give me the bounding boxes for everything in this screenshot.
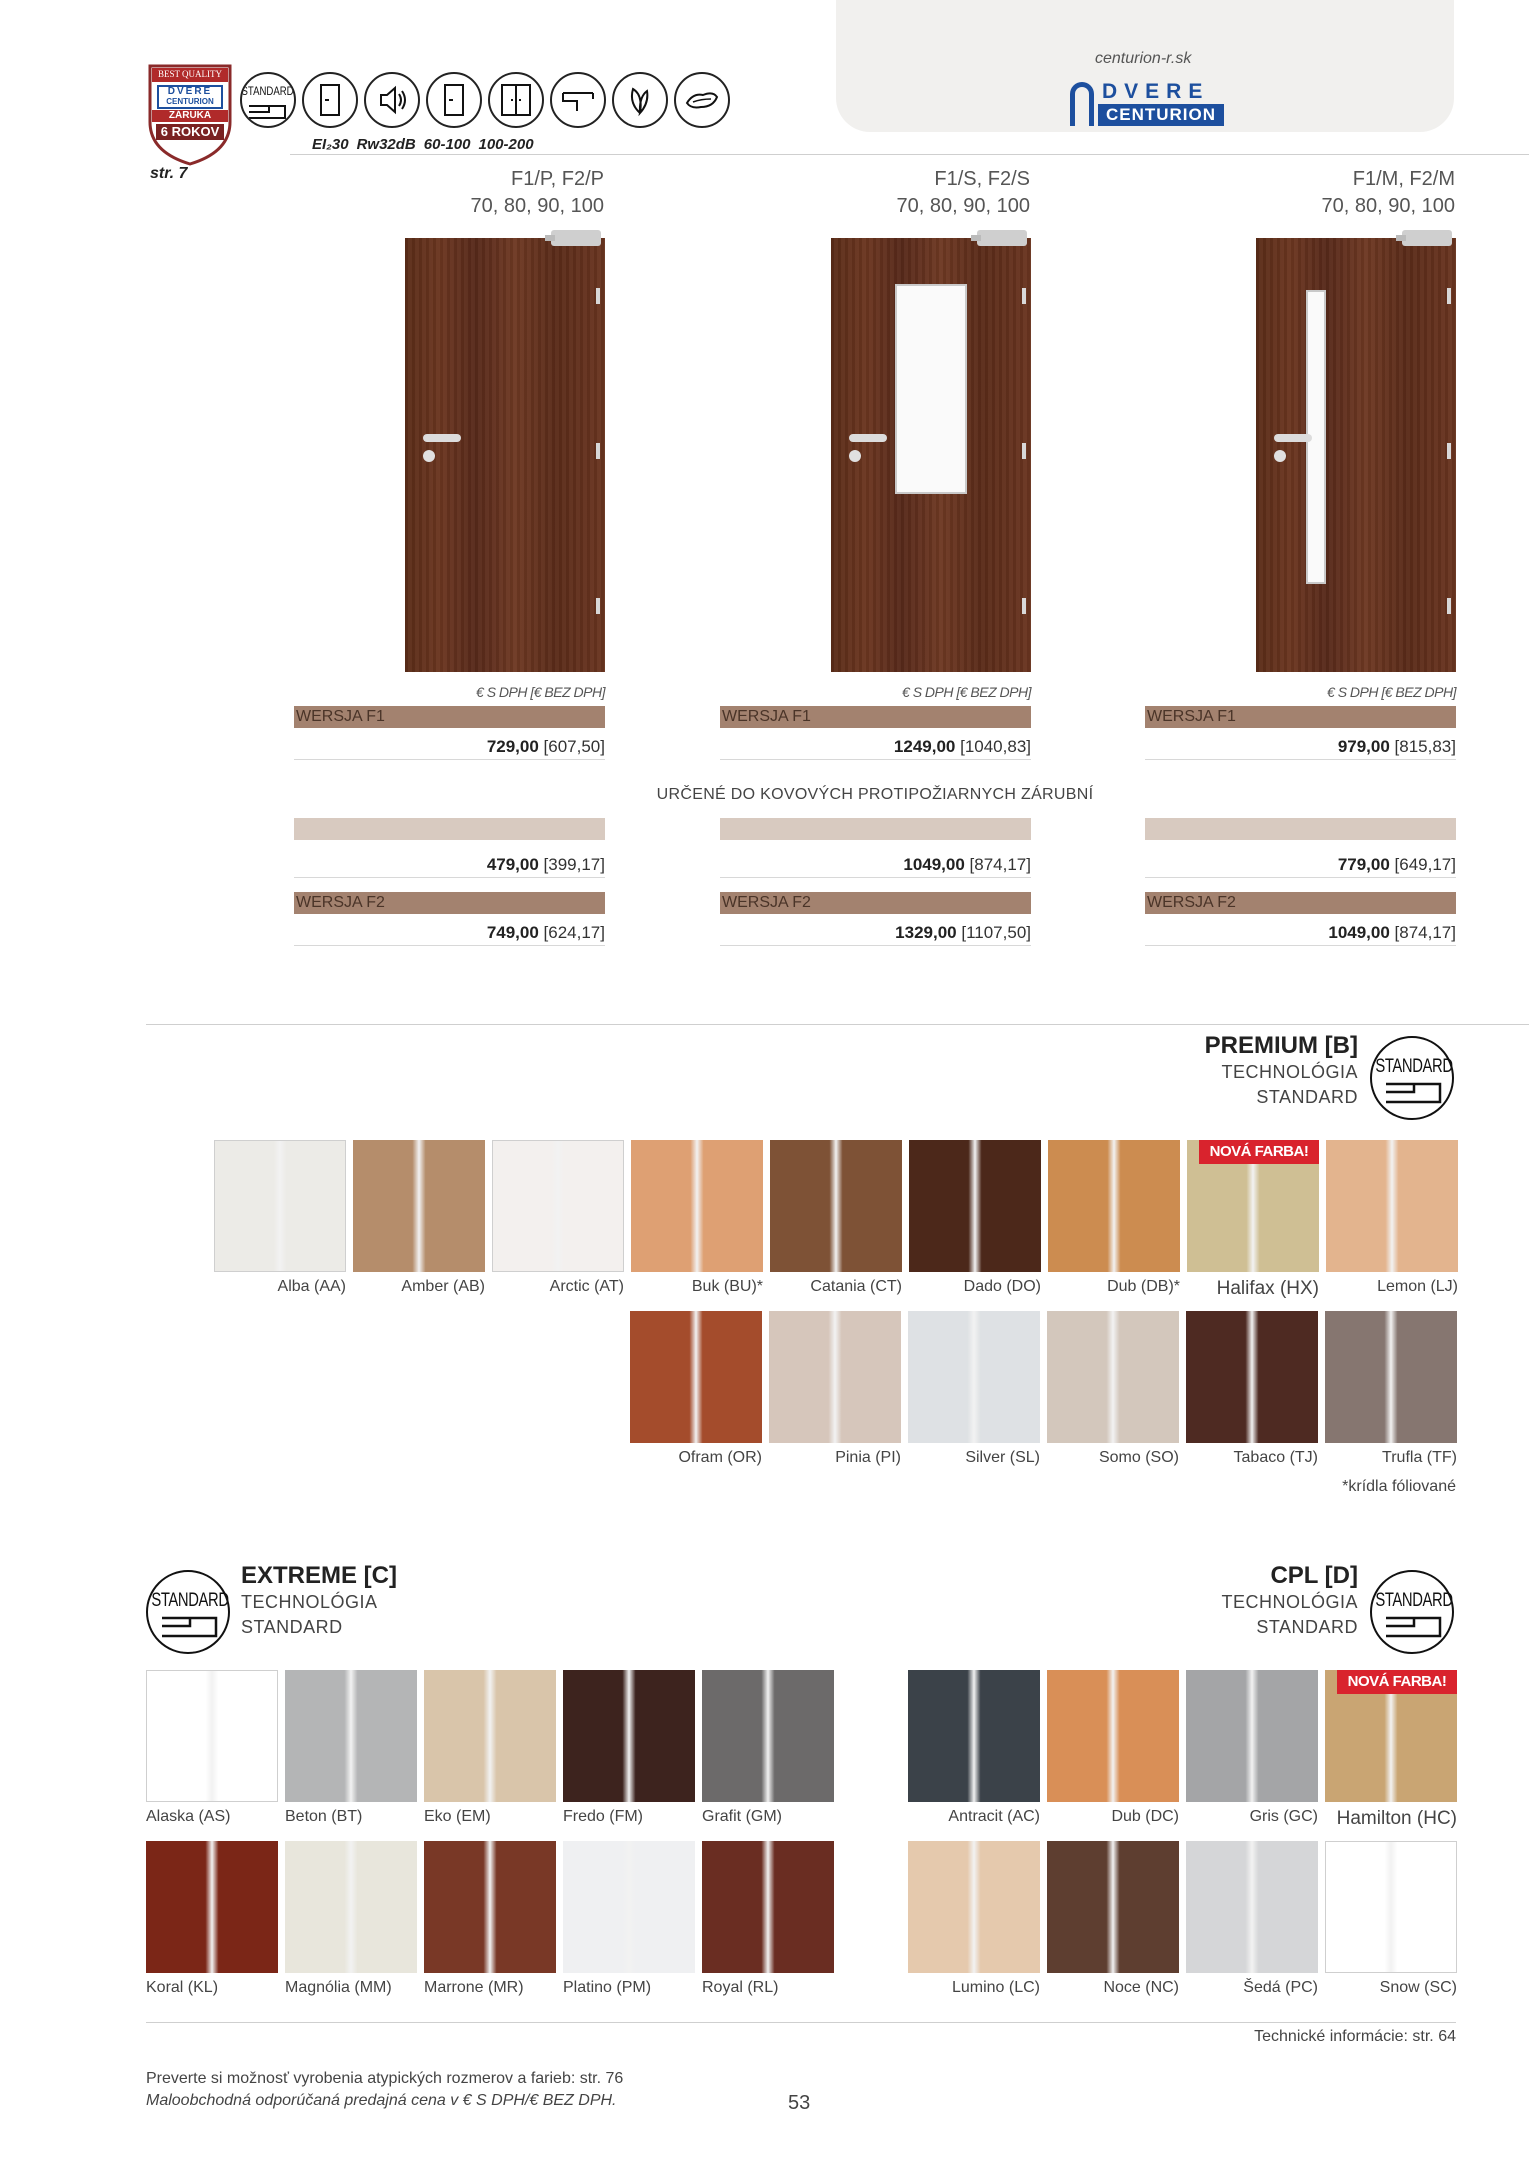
swatch-label: Dub (DB)* (1107, 1278, 1180, 1295)
swatch (563, 1670, 695, 1802)
feature-icons (240, 72, 730, 128)
swatch (285, 1670, 417, 1802)
swatch (146, 1841, 278, 1973)
swatch (1047, 1670, 1179, 1802)
price-mid-2: 1049,00 [874,17] WERSJA F2 1329,00 [1107,50] (720, 818, 1031, 946)
door-title: F1/S, F2/S (934, 168, 1030, 190)
door-closer-icon (1402, 230, 1452, 246)
door-sizes: 70, 80, 90, 100 (470, 195, 604, 217)
site-url[interactable]: centurion-r.sk (1095, 50, 1192, 67)
swatch-label: Halifax (HX) (1216, 1278, 1319, 1299)
swatch (908, 1311, 1040, 1443)
swatch (146, 1670, 278, 1802)
swatch-label: Ofram (OR) (678, 1449, 762, 1466)
swatch-label: Noce (NC) (1103, 1979, 1179, 1996)
swatch (630, 1311, 762, 1443)
swatch (631, 1140, 763, 1272)
glass-panel (895, 284, 967, 494)
swatch (1186, 1670, 1318, 1802)
swatch (1047, 1311, 1179, 1443)
price-block-2: € S DPH [€ BEZ DPH] WERSJA F1 1249,00 [1040,83] (720, 684, 1031, 760)
door-title: F1/P, F2/P (510, 168, 604, 190)
climate-icon (674, 72, 730, 128)
section-divider (146, 1024, 1529, 1025)
swatch-label: Silver (SL) (965, 1449, 1040, 1466)
footer-note-2: Maloobchodná odporúčaná predajná cena v € S DPH/€ BEZ DPH. (146, 2092, 617, 2109)
swatch-label: Šedá (PC) (1243, 1979, 1318, 1996)
swatch-label: Catania (CT) (810, 1278, 902, 1295)
door-title: F1/M, F2/M (1352, 168, 1455, 190)
page-number: 53 (788, 2092, 811, 2114)
standard-icon: STANDARD (1370, 1570, 1454, 1654)
swatch-label: Arctic (AT) (549, 1278, 624, 1295)
new-color-badge: NOVÁ FARBA! (1199, 1140, 1319, 1164)
new-color-badge: NOVÁ FARBA! (1337, 1670, 1457, 1694)
swatch (702, 1841, 834, 1973)
swatch-label: Somo (SO) (1098, 1449, 1179, 1466)
price-f1: 979,00 [815,83] (1145, 734, 1456, 760)
swatch-label: Royal (RL) (702, 1979, 779, 1996)
premium-header: PREMIUM [B] TECHNOLÓGIA STANDARD (1204, 1032, 1358, 1107)
swatch (353, 1140, 485, 1272)
swatch-label: Snow (SC) (1379, 1979, 1457, 1996)
swatch-label: Alaska (AS) (146, 1808, 231, 1825)
door-sizes: 70, 80, 90, 100 (1321, 195, 1455, 217)
swatch (1325, 1841, 1457, 1973)
door-left-icon (302, 72, 358, 128)
standard-icon: STANDARD (146, 1570, 230, 1654)
swatch (424, 1841, 556, 1973)
handle-icon (423, 434, 461, 442)
swatch (908, 1841, 1040, 1973)
door-column-2 (720, 166, 1030, 220)
brand-logo: DVERE CENTURION (1066, 80, 1226, 128)
warranty-badge: BEST QUALITY DVERE CENTURION ZÁRUKA 6 ROKOV (146, 62, 234, 166)
swatch (1047, 1841, 1179, 1973)
swatch (1187, 1140, 1319, 1272)
door-closer-icon (551, 230, 601, 246)
door-logo-icon (1070, 82, 1094, 126)
handle-icon (1274, 434, 1312, 442)
swatch (1326, 1140, 1458, 1272)
swatch-label: Dub (DC) (1111, 1808, 1179, 1825)
swatch-label: Beton (BT) (285, 1808, 363, 1825)
swatch-label: Koral (KL) (146, 1979, 219, 1996)
swatch (1325, 1670, 1457, 1802)
swatch (214, 1140, 346, 1272)
swatch-label: Buk (BU)* (691, 1278, 763, 1295)
foil-footnote: *krídla fóliované (1342, 1478, 1456, 1495)
swatch (1325, 1311, 1457, 1443)
extreme-header: EXTREME [C] TECHNOLÓGIA STANDARD (241, 1562, 397, 1637)
price-f1: 729,00 [607,50] (294, 734, 605, 760)
price-block-3: € S DPH [€ BEZ DPH] WERSJA F1 979,00 [815,83] (1145, 684, 1456, 760)
swatch-label: Magnólia (MM) (285, 1979, 392, 1996)
swatch-label: Eko (EM) (424, 1808, 491, 1825)
door-sizes: 70, 80, 90, 100 (896, 195, 1030, 217)
price-mid-3: 779,00 [649,17] WERSJA F2 1049,00 [874,17] (1145, 818, 1456, 946)
header-divider (290, 154, 1529, 155)
double-door-icon (488, 72, 544, 128)
standard-icon: STANDARD (1370, 1036, 1454, 1120)
door-image-wide-glass (831, 238, 1031, 672)
swatch (1186, 1841, 1318, 1973)
swatch (909, 1140, 1041, 1272)
swatch (424, 1670, 556, 1802)
standard-icon: STANDARD (240, 72, 296, 128)
swatch (770, 1140, 902, 1272)
swatch-label: Hamilton (HC) (1336, 1808, 1457, 1829)
swatch-label: Fredo (FM) (563, 1808, 643, 1825)
price-f1: 1249,00 [1040,83] (720, 734, 1031, 760)
swatch-label: Lumino (LC) (951, 1979, 1040, 1996)
swatch-label: Trufla (TF) (1382, 1449, 1457, 1466)
door-right-icon (426, 72, 482, 128)
sound-insulation-icon (364, 72, 420, 128)
swatch (702, 1670, 834, 1802)
swatch-label: Pinia (PI) (835, 1449, 901, 1466)
swatch (1186, 1311, 1318, 1443)
swatch-label: Antracit (AC) (948, 1808, 1040, 1825)
swatch-label: Gris (GC) (1249, 1808, 1318, 1825)
swatch (908, 1670, 1040, 1802)
swatch-label: Dado (DO) (963, 1278, 1041, 1295)
tech-info-link: Technické informácie: str. 64 (1254, 2028, 1456, 2045)
swatch (769, 1311, 901, 1443)
swatch-label: Grafit (GM) (702, 1808, 782, 1825)
threshold-icon (550, 72, 606, 128)
swatch-label: Marrone (MR) (424, 1979, 524, 1996)
cpl-header: CPL [D] TECHNOLÓGIA STANDARD (1221, 1562, 1358, 1637)
page-ref: str. 7 (150, 165, 188, 182)
handle-icon (849, 434, 887, 442)
footer-divider (146, 2022, 1456, 2023)
swatch (492, 1140, 624, 1272)
door-column-1 (294, 166, 604, 220)
swatch-label: Lemon (LJ) (1377, 1278, 1458, 1295)
frame-note: URČENÉ DO KOVOVÝCH PROTIPOŽIARNYCH ZÁRUBNÍ (656, 786, 1094, 803)
swatch (1048, 1140, 1180, 1272)
price-mid-1: 479,00 [399,17] WERSJA F2 749,00 [624,17] (294, 818, 605, 946)
swatch-label: Alba (AA) (277, 1278, 346, 1295)
door-image-narrow-glass (1256, 238, 1456, 672)
door-column-3 (1145, 166, 1455, 220)
swatch (285, 1841, 417, 1973)
door-image-plain (405, 238, 605, 672)
swatch (563, 1841, 695, 1973)
footer-note-1: Preverte si možnosť vyrobenia atypických rozmerov a farieb: str. 76 (146, 2070, 624, 2087)
price-block-1: € S DPH [€ BEZ DPH] WERSJA F1 729,00 [607,50] (294, 684, 605, 760)
swatch-label: Tabaco (TJ) (1233, 1449, 1318, 1466)
swatch-label: Platino (PM) (563, 1979, 652, 1996)
door-closer-icon (977, 230, 1027, 246)
eco-leaf-icon (612, 72, 668, 128)
swatch-label: Amber (AB) (401, 1278, 485, 1295)
spec-list: EI₂30 Rw32dB 60-100 100-200 (312, 136, 534, 153)
